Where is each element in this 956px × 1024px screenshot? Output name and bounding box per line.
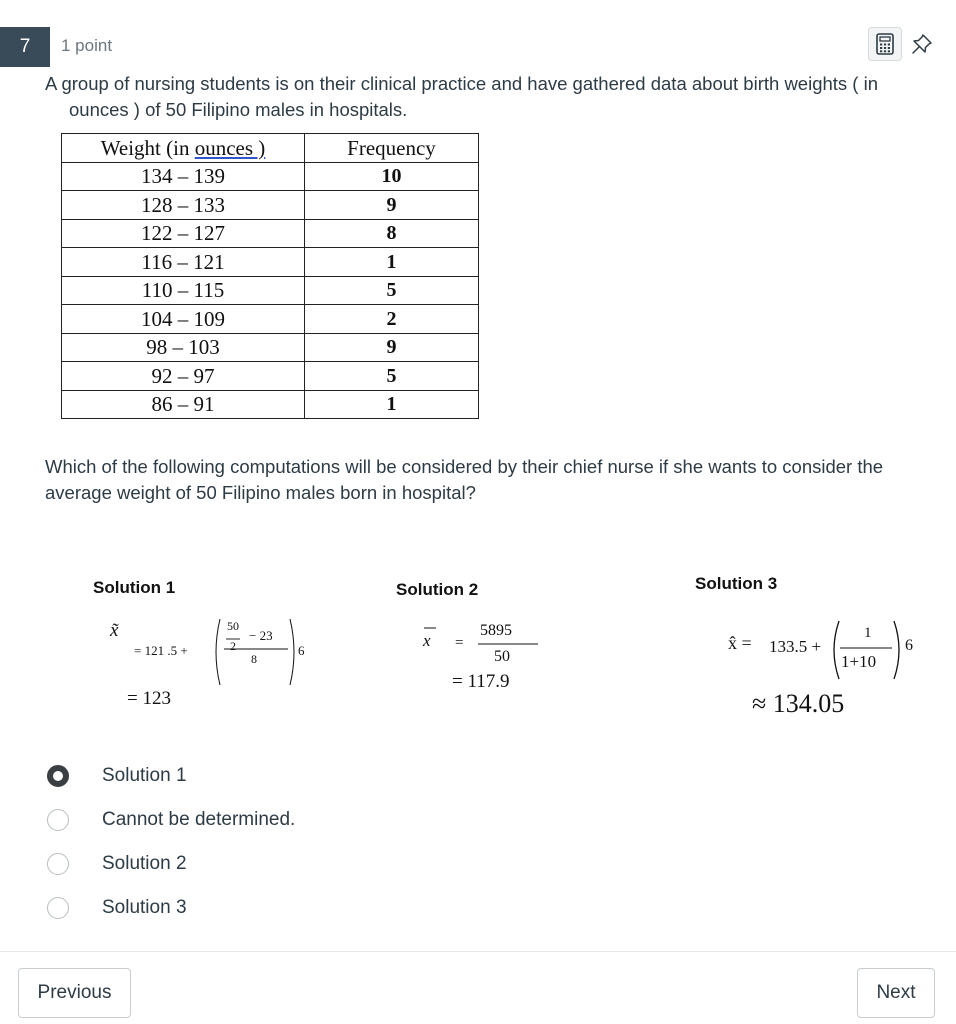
footer-divider [0,951,956,952]
solution-1-result: = 123 [127,688,171,709]
header-weight-unit: ounces ) [194,135,266,160]
solution-3-result: ≈ 134.05 [752,689,845,718]
question-text-line1: A group of nursing students is on their clinical practice and have gathered data about birth weights ( in [45,73,879,94]
frequency-cell: 2 [305,305,479,334]
table-header-row [62,134,479,163]
question-number-badge: 7 [0,27,50,67]
weight-cell: 134 – 139 [62,162,305,191]
weight-cell: 92 – 97 [62,362,305,391]
table-row [62,191,479,220]
solution-2-title: Solution 2 [396,580,479,599]
table-row [62,305,479,334]
solution-1-num-minus: − 23 [249,628,273,643]
question-text-line2: ounces ) of 50 Filipino males in hospitals. [69,99,408,120]
weight-cell: 104 – 109 [62,305,305,334]
table-row [62,390,479,419]
header-weight [62,134,305,163]
weight-cell: 98 – 103 [62,333,305,362]
option-label: Solution 1 [102,765,187,786]
mean-symbol: x [423,631,431,650]
table-row [62,219,479,248]
table-row [62,333,479,362]
weight-cell: 116 – 121 [62,248,305,277]
header-frequency: Frequency [305,134,479,163]
frequency-cell: 5 [305,276,479,305]
pin-button[interactable] [905,27,939,61]
solution-3-title: Solution 3 [695,574,778,593]
frequency-cell: 5 [305,362,479,391]
option-solution-3[interactable] [45,893,187,923]
solution-1-title: Solution 1 [93,578,176,597]
weight-cell: 86 – 91 [62,390,305,419]
frequency-cell: 1 [305,248,479,277]
solution-2-result: = 117.9 [452,671,510,692]
table-row [62,276,479,305]
frequency-cell: 10 [305,162,479,191]
calculator-button[interactable] [868,27,902,61]
weight-cell: 128 – 133 [62,191,305,220]
option-solution-1[interactable] [45,761,187,791]
frequency-cell: 9 [305,191,479,220]
frequency-cell: 8 [305,219,479,248]
solution-1-num-b: 2 [230,639,236,653]
mode-symbol: x̂ = [728,633,752,653]
solution-2-numerator: 5895 [480,622,512,639]
frequency-cell: 1 [305,390,479,419]
option-label: Solution 2 [102,853,187,874]
next-button[interactable]: Next [857,968,935,1018]
solution-1-parentheses [210,616,310,688]
header-weight-prefix: Weight (in [100,135,195,160]
option-label: Solution 3 [102,897,187,918]
option-solution-2[interactable] [45,849,187,879]
median-symbol: x̃ [110,620,119,641]
solution-1-base: = 121 .5 + [134,643,188,658]
table-row [62,362,479,391]
solution-1-num-a: 50 [227,619,239,633]
table-row [62,248,479,277]
solution-1-width: 6 [298,643,305,658]
option-label: Cannot be determined. [102,809,296,830]
radio-button[interactable] [47,809,69,831]
table-row [62,162,479,191]
weight-cell: 110 – 115 [62,276,305,305]
weight-cell: 122 – 127 [62,219,305,248]
question-points: 1 point [61,36,113,55]
radio-button-selected[interactable] [47,765,69,787]
question-text [45,71,925,123]
solution-3-width: 6 [905,637,913,654]
question-prompt: Which of the following computations will be considered by their chief nurse if she wants to consider the average weight of 50 Filipino males born in hospital? [45,456,884,503]
radio-button[interactable] [47,853,69,875]
previous-button[interactable]: Previous [18,968,131,1018]
solution-2-eq: = [455,635,464,651]
radio-button[interactable] [47,897,69,919]
calculator-icon [875,33,895,55]
pin-icon [910,32,934,56]
solution-2-denominator: 50 [494,648,510,665]
frequency-cell: 9 [305,333,479,362]
solution-3-numerator: 1 [864,625,872,641]
solution-3-denominator: 1+10 [841,652,877,671]
option-cannot-be-determined[interactable] [45,805,296,835]
solution-3-base: 133.5 + [769,637,822,656]
frequency-table [61,133,479,419]
solution-1-den: 8 [251,652,257,666]
